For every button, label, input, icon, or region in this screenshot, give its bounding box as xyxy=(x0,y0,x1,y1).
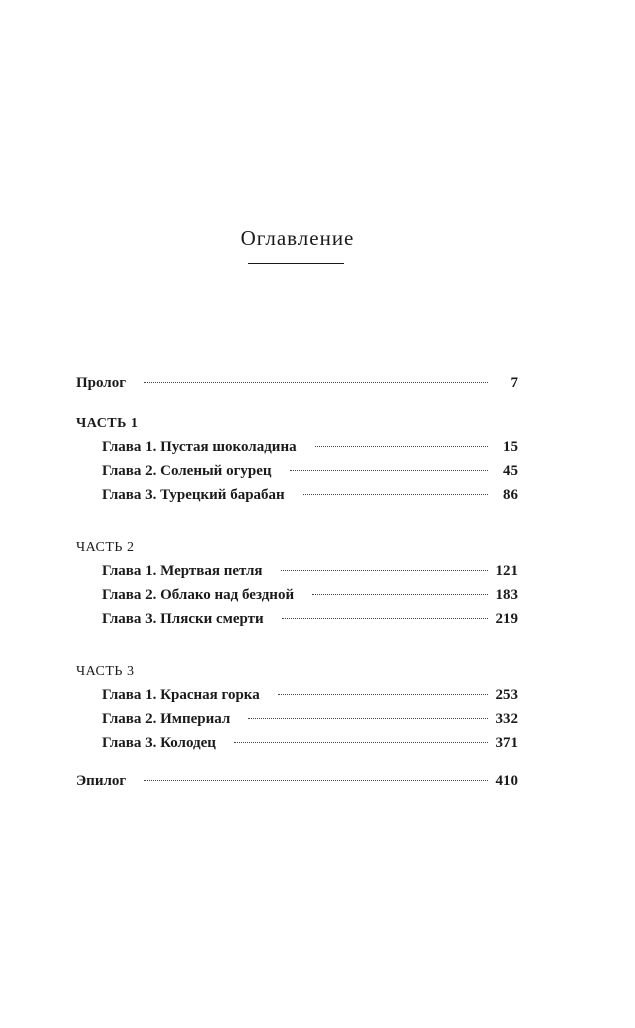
dot-leader xyxy=(278,694,488,695)
entry-label: Глава 1. Пустая шоколадина xyxy=(102,439,297,455)
dot-leader xyxy=(144,780,487,781)
dot-leader xyxy=(303,494,488,495)
entry-label: Эпилог xyxy=(76,773,127,789)
dot-leader xyxy=(312,594,487,595)
entry-label: Глава 3. Пляски смерти xyxy=(102,611,264,627)
dot-leader xyxy=(234,742,488,743)
entry-label: Глава 2. Соленый огурец xyxy=(102,463,272,479)
toc-entry-chapter[interactable] xyxy=(76,735,518,759)
title-divider xyxy=(248,263,344,264)
entry-label: Глава 2. Облако над бездной xyxy=(102,587,295,603)
entry-label: Глава 3. Турецкий барабан xyxy=(102,487,285,503)
dot-leader xyxy=(282,618,488,619)
entry-label: Глава 1. Мертвая петля xyxy=(102,563,263,579)
entry-page-number: 410 xyxy=(495,773,518,789)
toc-entry-chapter[interactable] xyxy=(76,687,518,711)
table-of-contents xyxy=(76,375,518,797)
entry-page-number: 45 xyxy=(503,463,518,479)
dot-leader xyxy=(315,446,488,447)
dot-leader xyxy=(248,718,487,719)
toc-entry-chapter[interactable] xyxy=(76,611,518,635)
dot-leader xyxy=(290,470,488,471)
part-heading-3: ЧАСТЬ 3 xyxy=(76,664,135,679)
toc-entry-chapter[interactable] xyxy=(76,711,518,735)
entry-page-number: 219 xyxy=(495,611,518,627)
part-heading-1: ЧАСТЬ 1 xyxy=(76,416,139,431)
entry-page-number: 86 xyxy=(503,487,518,503)
entry-page-number: 15 xyxy=(503,439,518,455)
dot-leader xyxy=(281,570,488,571)
entry-page-number: 253 xyxy=(495,687,518,703)
entry-page-number: 332 xyxy=(495,711,518,727)
entry-label: Пролог xyxy=(76,375,127,391)
page-title: Оглавление xyxy=(240,226,355,250)
part-heading-2: ЧАСТЬ 2 xyxy=(76,540,135,555)
dot-leader xyxy=(144,382,488,383)
entry-page-number: 371 xyxy=(495,735,518,751)
toc-entry-epilogue[interactable] xyxy=(76,773,518,797)
toc-entry-prologue[interactable] xyxy=(76,375,518,399)
entry-label: Глава 3. Колодец xyxy=(102,735,216,751)
entry-page-number: 121 xyxy=(495,563,518,579)
entry-page-number: 7 xyxy=(510,375,518,391)
toc-entry-chapter[interactable] xyxy=(76,487,518,511)
entry-label: Глава 2. Империал xyxy=(102,711,231,727)
toc-entry-chapter[interactable] xyxy=(76,587,518,611)
toc-entry-chapter[interactable] xyxy=(76,439,518,463)
entry-label: Глава 1. Красная горка xyxy=(102,687,260,703)
toc-entry-chapter[interactable] xyxy=(76,563,518,587)
toc-entry-chapter[interactable] xyxy=(76,463,518,487)
entry-page-number: 183 xyxy=(495,587,518,603)
